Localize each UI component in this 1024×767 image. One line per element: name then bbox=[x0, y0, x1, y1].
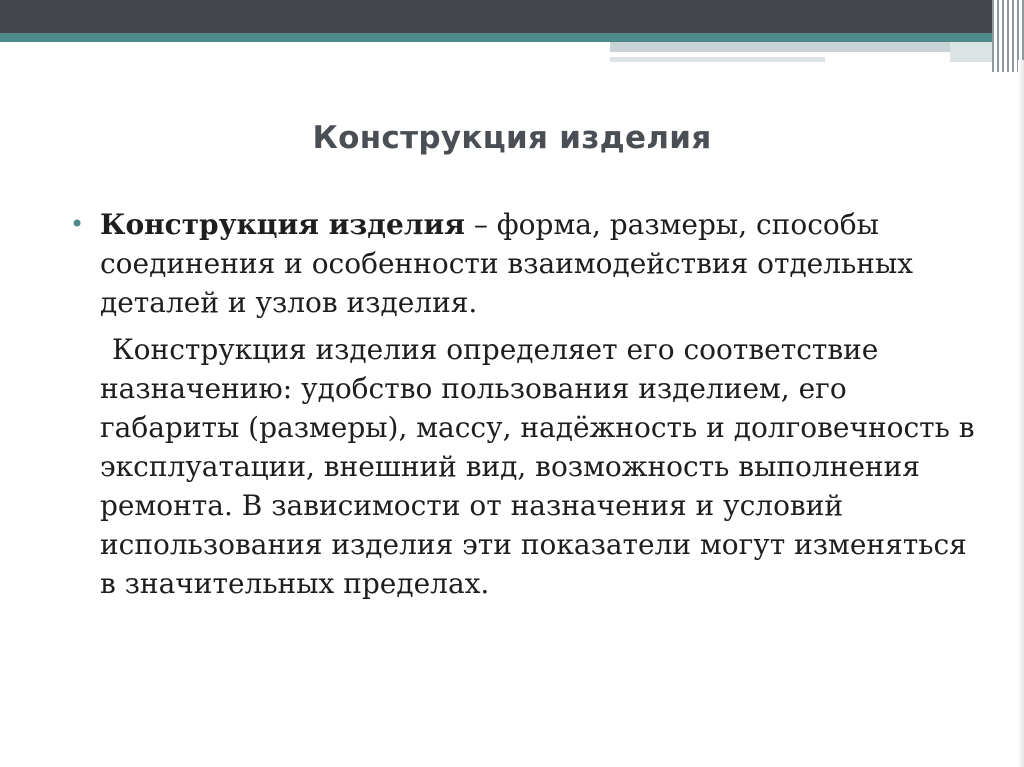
body-paragraph bbox=[100, 330, 980, 603]
header-band-corner bbox=[950, 42, 992, 62]
slide-title: Конструкция изделия bbox=[312, 120, 712, 156]
header-band-light bbox=[610, 42, 950, 52]
header-band-light-secondary bbox=[610, 57, 825, 62]
bullet-item bbox=[70, 205, 980, 322]
header-band-dark bbox=[0, 0, 1024, 33]
body-paragraph-text: Конструкция изделия определяет его соответствие назначению: удобство пользования изделием, его габариты (размеры), массу, надёжность и долговечность в эксплуатации, внешний вид, возможность выполнения ремонта. В зависимости от назначения и условий использования изделия эти показатели могут изменяться в значительных пределах. bbox=[100, 333, 975, 600]
slide-right-edge-shadow bbox=[1018, 60, 1024, 767]
header-band-teal bbox=[0, 33, 1000, 42]
slide-body bbox=[70, 205, 980, 603]
bullet-definition: – форма, размеры, способы соединения и особенности взаимодействия отдельных деталей и узлов изделия. bbox=[100, 208, 914, 319]
bullet-icon: • bbox=[70, 210, 85, 238]
bullet-term: Конструкция изделия bbox=[100, 208, 465, 241]
